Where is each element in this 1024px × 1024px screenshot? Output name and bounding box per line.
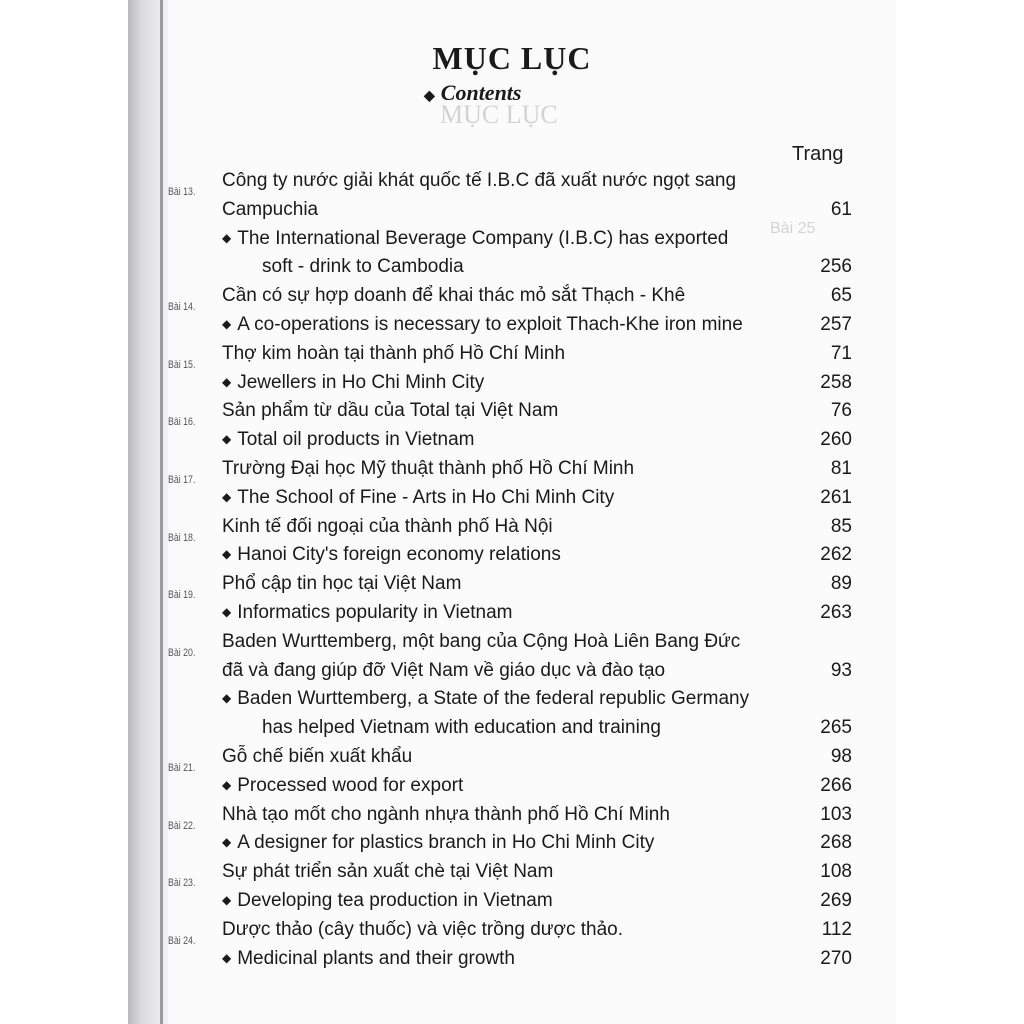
entry-title-en [222, 487, 614, 509]
entry-page-vi: 81 [830, 458, 852, 479]
entry-title-vi: Kinh tế đối ngoại của thành phố Hà Nội [222, 515, 553, 537]
entry-number: Bài 20. [168, 646, 196, 659]
entry-page-en: 256 [820, 256, 852, 278]
entry-page-en: 258 [820, 371, 852, 393]
entry-title-en [262, 717, 661, 739]
entry-title-vi: đã và đang giúp đỡ Việt Nam về giáo dục và đào tạo [222, 659, 666, 681]
entry-page-vi: 71 [830, 342, 852, 364]
entry-title-en [222, 372, 484, 394]
entry-title-vi: Dược thảo (cây thuốc) và việc trồng dược thảo. [222, 918, 623, 940]
page-subtitle: ◆ Contents [424, 80, 522, 105]
entry-page-vi: 93 [830, 659, 852, 681]
entry-title-en [222, 314, 743, 336]
entry-number: Bài 22. [168, 819, 196, 832]
entry-page-vi: 98 [830, 746, 852, 767]
entry-page-vi: 85 [830, 515, 852, 537]
entry-page-vi: 89 [830, 573, 852, 595]
entry-title-vi: Baden Wurttemberg, một bang của Cộng Hoà Liên Bang Đức [222, 630, 741, 652]
spine-shadow [160, 0, 163, 1024]
entry-title-vi: Trường Đại học Mỹ thuật thành phố Hồ Chí Minh [222, 458, 635, 479]
entry-page-en: 270 [820, 947, 852, 969]
entry-page-en: 262 [820, 544, 852, 566]
entry-page-en: 269 [820, 890, 852, 911]
entry-title-en-text: The School of Fine - Arts in Ho Chi Minh City [237, 486, 615, 508]
diamond-bullet-icon: ◆ [222, 777, 232, 792]
entry-number: Bài 23. [168, 877, 196, 890]
entry-title-vi: Sản phẩm từ dầu của Total tại Việt Nam [222, 400, 559, 422]
diamond-bullet-icon: ◆ [222, 605, 232, 619]
entry-page-en: 257 [820, 314, 852, 335]
entry-page-en: 260 [820, 429, 852, 451]
entry-title-en [222, 688, 749, 710]
entry-number: Bài 17. [168, 474, 196, 486]
entry-title-en [262, 256, 464, 278]
entry-number: Bài 18. [168, 531, 196, 544]
entry-title-en-text: has helped Vietnam with education and training [262, 717, 661, 739]
diamond-bullet-icon: ◆ [222, 893, 232, 907]
diamond-bullet-icon: ◆ [222, 950, 232, 965]
entry-title-en [222, 544, 561, 566]
entry-title-vi: Thợ kim hoàn tại thành phố Hồ Chí Minh [222, 342, 566, 364]
entry-number: Bài 13. [168, 186, 196, 198]
entry-title-vi: Campuchia [222, 198, 319, 220]
entry-title-en-text: Medicinal plants and their growth [237, 947, 515, 969]
entry-number: Bài 24. [168, 934, 196, 947]
entry-title-en-text: Informatics popularity in Vietnam [237, 602, 513, 623]
entry-title-en [222, 832, 654, 854]
show-through-heading: MỤC LỤC [440, 100, 558, 129]
diamond-bullet-icon: ◆ [222, 691, 232, 706]
entry-title-vi: Công ty nước giải khát quốc tế I.B.C đã xuất nước ngọt sang [222, 170, 737, 191]
page-column-header: Trang [792, 143, 844, 165]
entry-page-vi: 61 [830, 198, 852, 220]
entry-title-en [222, 429, 475, 451]
diamond-bullet-icon: ◆ [424, 89, 435, 104]
page-title: MỤC LỤC [432, 40, 592, 76]
entry-title-en [222, 948, 515, 970]
entry-page-en: 261 [820, 486, 852, 508]
diamond-bullet-icon: ◆ [222, 835, 232, 850]
entry-number: Bài 21. [168, 762, 196, 774]
entry-page-en: 266 [820, 774, 852, 796]
entry-page-vi: 65 [830, 285, 852, 307]
entry-page-en: 268 [820, 832, 852, 854]
show-through-text: Bài 25 [770, 220, 816, 237]
entry-title-en [222, 890, 553, 912]
diamond-bullet-icon: ◆ [222, 432, 232, 447]
entry-title-en-text: A co-operations is necessary to exploit Thach-Khe iron mine [237, 314, 743, 335]
entry-title-en [222, 228, 728, 250]
entry-title-en-text: soft - drink to Cambodia [262, 256, 464, 278]
diamond-bullet-icon: ◆ [222, 230, 232, 245]
entry-page-vi: 76 [830, 400, 852, 422]
diamond-bullet-icon: ◆ [222, 317, 232, 331]
entry-title-vi: Nhà tạo mốt cho ngành nhựa thành phố Hồ Chí Minh [222, 803, 670, 825]
entry-title-en-text: Developing tea production in Vietnam [237, 890, 553, 911]
entry-title-en-text: Jewellers in Ho Chi Minh City [237, 371, 485, 393]
entry-number: Bài 19. [168, 589, 196, 602]
entry-title-vi: Gỗ chế biến xuất khẩu [222, 746, 413, 767]
diamond-bullet-icon: ◆ [222, 374, 232, 389]
entry-page-vi: 108 [820, 861, 852, 883]
entry-title-en [222, 602, 513, 624]
entry-title-vi: Sự phát triển sản xuất chè tại Việt Nam [222, 861, 554, 883]
entry-title-en-text: Processed wood for export [237, 774, 464, 796]
entry-page-en: 265 [820, 717, 852, 739]
entry-title-vi: Cần có sự hợp doanh để khai thác mỏ sắt Thạch - Khê [222, 285, 686, 307]
entry-title-vi: Phổ cập tin học tại Việt Nam [222, 573, 462, 595]
entry-title-en [222, 775, 463, 797]
entry-title-en-text: Total oil products in Vietnam [237, 429, 475, 451]
entry-title-en-text: The International Beverage Company (I.B.C) has exported [237, 227, 729, 249]
diamond-bullet-icon: ◆ [222, 489, 232, 504]
entry-title-en-text: A designer for plastics branch in Ho Chi Minh City [237, 832, 655, 854]
entry-page-en: 263 [820, 602, 852, 623]
entry-number: Bài 14. [168, 301, 196, 314]
entry-number: Bài 16. [168, 416, 196, 429]
entry-title-en-text: Hanoi City's foreign economy relations [237, 544, 561, 566]
entry-number: Bài 15. [168, 358, 196, 371]
entry-page-vi: 112 [821, 918, 852, 940]
diamond-bullet-icon: ◆ [222, 547, 232, 562]
entry-title-en-text: Baden Wurttemberg, a State of the federal republic Germany [237, 688, 750, 710]
entry-page-vi: 103 [820, 803, 852, 825]
